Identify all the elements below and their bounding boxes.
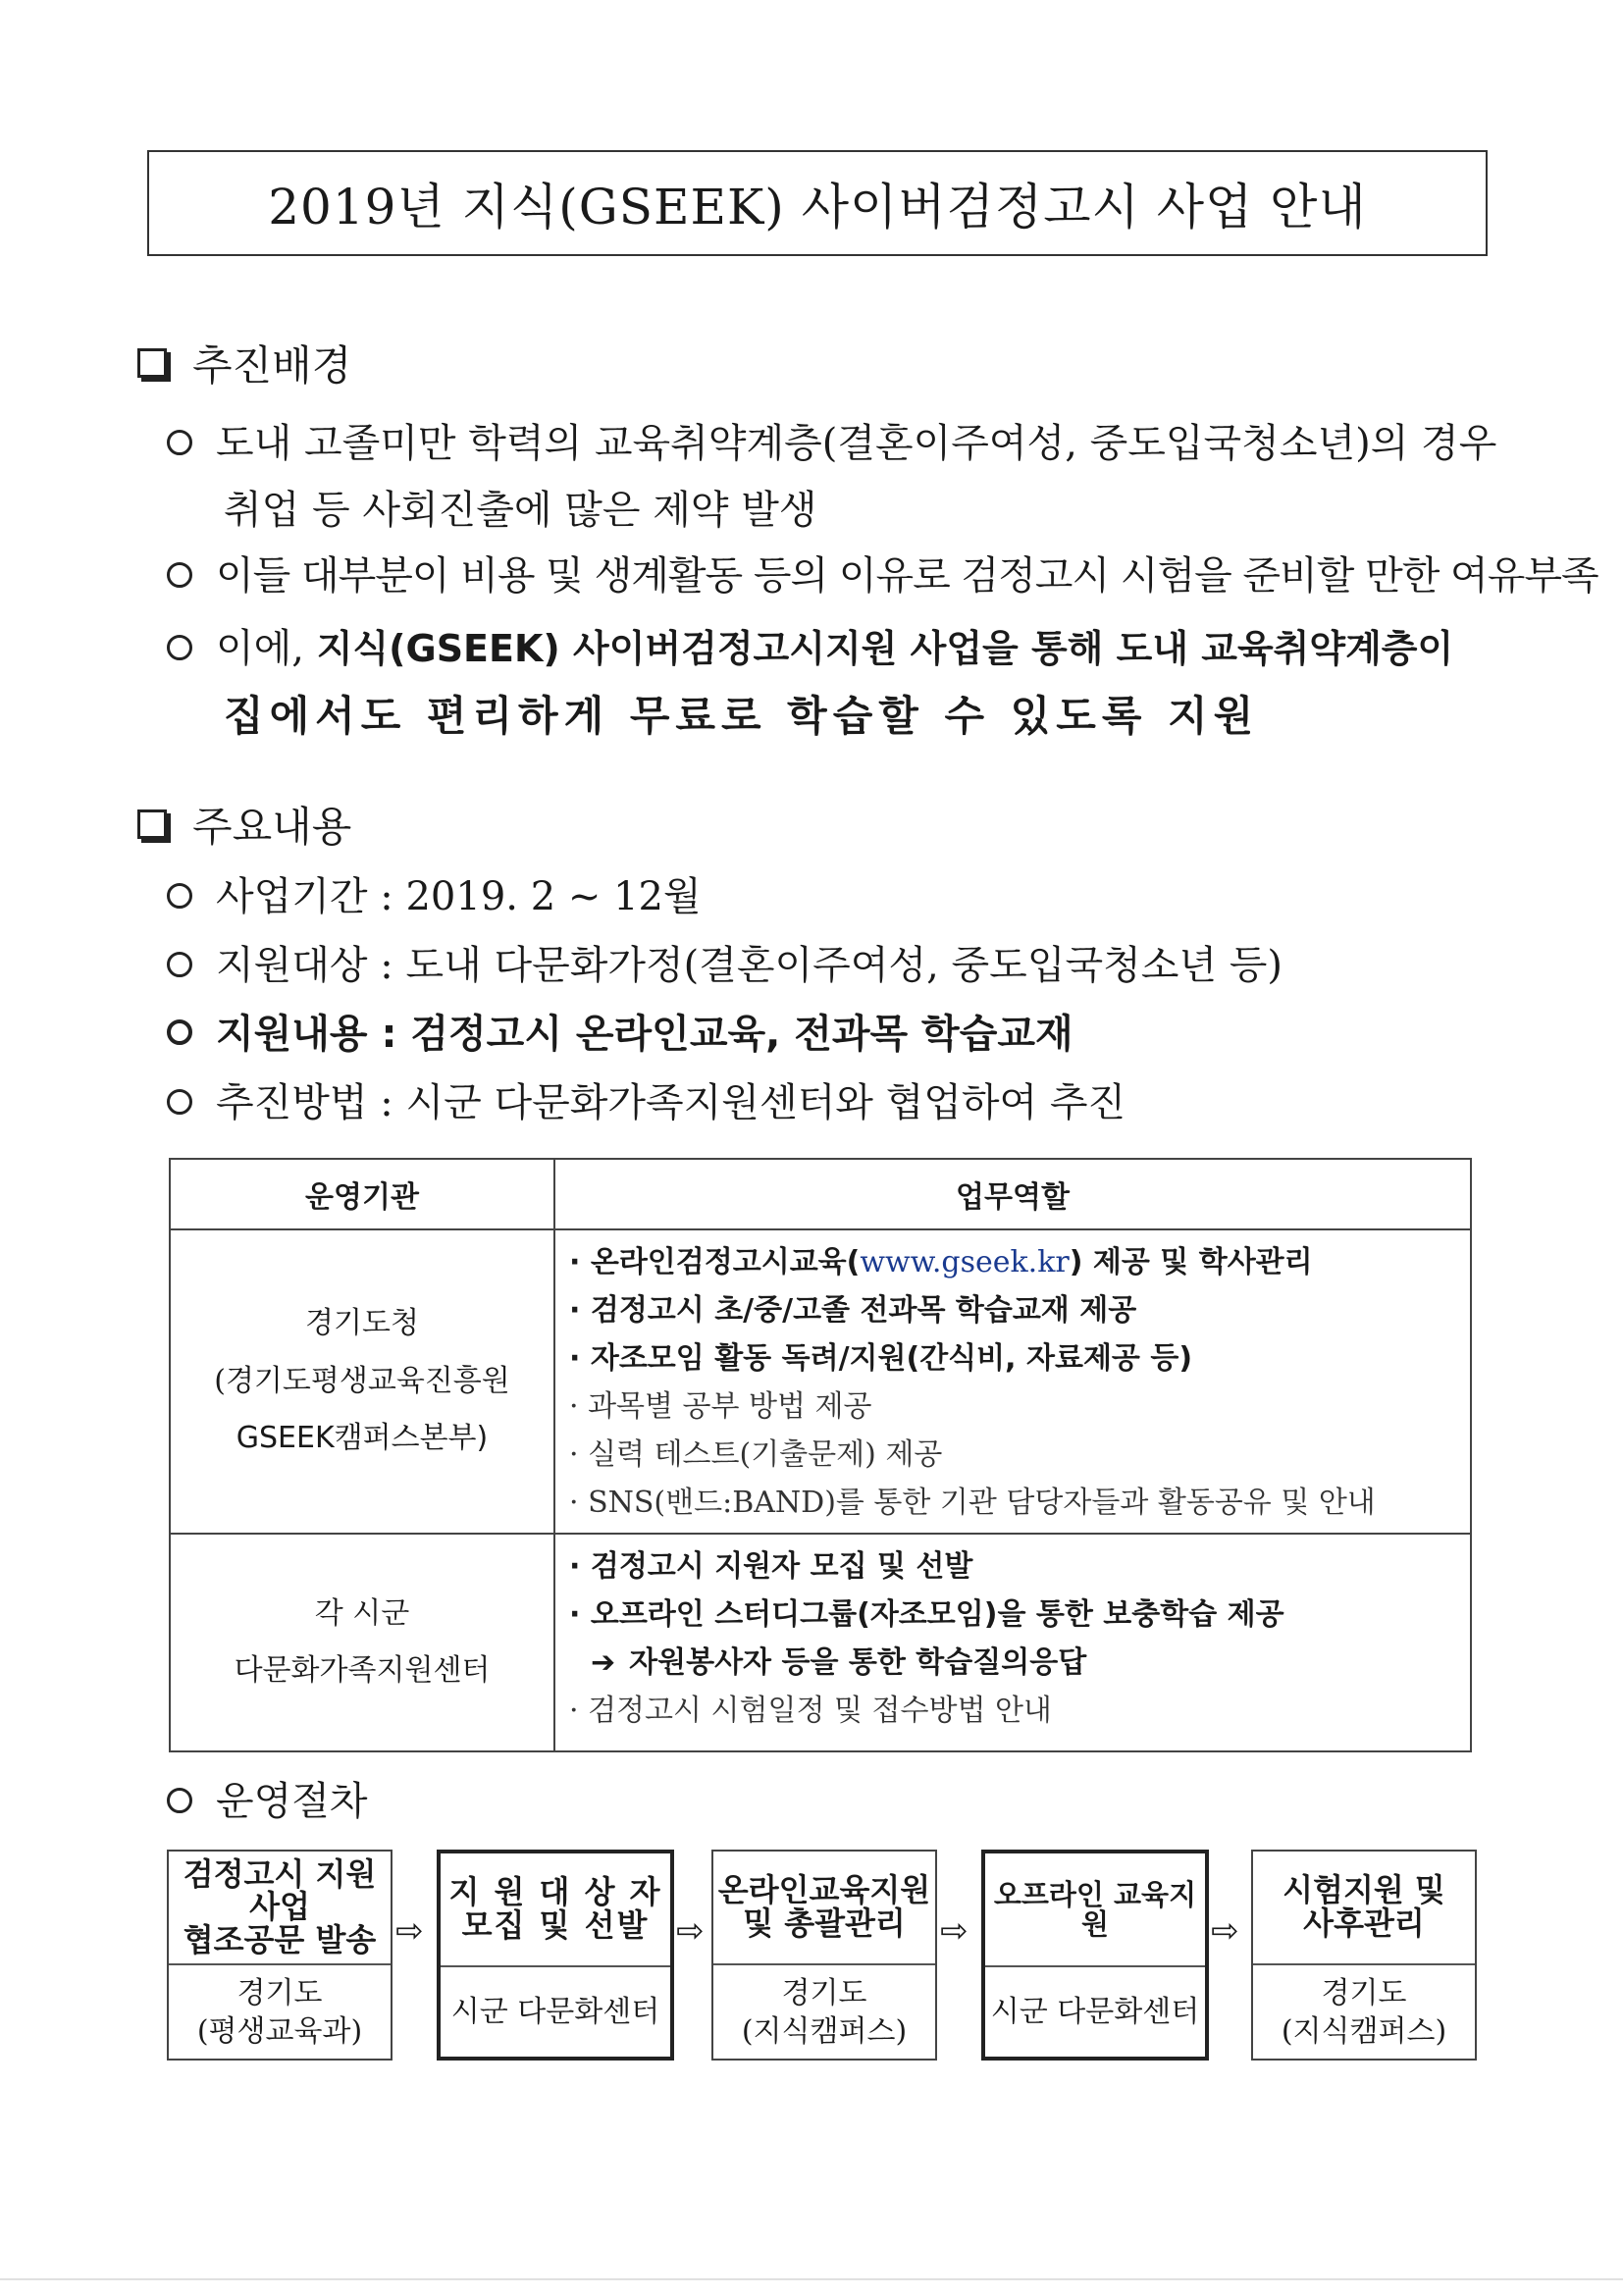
flow-step-agency: 시군 다문화센터 bbox=[450, 1995, 660, 2029]
flow-step bbox=[711, 1850, 937, 2061]
checkbox-square-icon bbox=[137, 348, 167, 378]
flow-step-agency: 시군 다문화센터 bbox=[990, 1995, 1200, 2029]
bullet-line: 도내 고졸미만 학력의 교육취약계층(결혼이주여성, 중도입국청소년)의 경우 bbox=[167, 420, 1496, 467]
flow-step-agency: 경기도 (지식캠퍼스) bbox=[1281, 1975, 1447, 2049]
circle-bullet-icon bbox=[167, 1019, 192, 1045]
procedure-label: 운영절차 bbox=[167, 1778, 368, 1825]
circle-bullet-icon bbox=[167, 562, 192, 588]
content-item: 사업기간 : 2019. 2 ~ 12월 bbox=[167, 873, 702, 920]
flow-step bbox=[1251, 1850, 1477, 2061]
content-item: 지원내용 : 검정고시 온라인교육, 전과목 학습교재 bbox=[167, 1011, 1073, 1058]
content-item: 지원대상 : 도내 다문화가정(결혼이주여성, 중도입국청소년 등) bbox=[167, 942, 1283, 989]
flow-step bbox=[981, 1850, 1209, 2061]
gseek-link[interactable]: www.gseek.kr bbox=[860, 1245, 1070, 1279]
flow-step bbox=[167, 1850, 393, 2061]
section-heading-main-content bbox=[137, 795, 351, 854]
role-item: · 검정고시 시험일정 및 접수방법 안내 bbox=[569, 1694, 1052, 1728]
table-row bbox=[170, 1534, 1471, 1751]
role-item: · 자조모임 활동 독려/지원(간식비, 자료제공 등) bbox=[569, 1341, 1193, 1376]
role-item: · 과목별 공부 방법 제공 bbox=[569, 1389, 872, 1424]
circle-bullet-icon bbox=[167, 883, 192, 909]
role-item: · 실력 테스트(기출문제) 제공 bbox=[569, 1437, 943, 1472]
circle-bullet-icon bbox=[167, 430, 192, 455]
flow-arrow-icon: ⇨ bbox=[1211, 1911, 1239, 1951]
bullet-line: 이들 대부분이 비용 및 생계활동 등의 이유로 검정고시 시험을 준비할 만한 여유부족 bbox=[167, 552, 1598, 600]
flow-step-task: 오프라인 교육지원 bbox=[985, 1853, 1205, 1967]
flow-arrow-icon: ⇨ bbox=[395, 1911, 424, 1951]
flow-arrow-icon: ⇨ bbox=[676, 1911, 705, 1951]
section-heading-background bbox=[137, 334, 351, 392]
flow-step-agency: 경기도 (평생교육과) bbox=[196, 1975, 363, 2049]
circle-bullet-icon bbox=[167, 1788, 192, 1813]
table-header-row bbox=[170, 1159, 1471, 1229]
role-item: · 온라인검정고시교육(www.gseek.kr) 제공 및 학사관리 bbox=[569, 1245, 1313, 1279]
role-item: · SNS(밴드:BAND)를 통한 기관 담당자들과 활동공유 및 안내 bbox=[569, 1486, 1376, 1520]
section-heading-text: 추진배경 bbox=[192, 341, 352, 390]
flow-step-task: 시험지원 및 사후관리 bbox=[1253, 1852, 1475, 1965]
roles-cell bbox=[554, 1534, 1471, 1751]
circle-bullet-icon bbox=[167, 952, 192, 977]
role-item: · 검정고시 초/중/고졸 전과목 학습교재 제공 bbox=[569, 1293, 1137, 1328]
role-item: ➔ 자원봉사자 등을 통한 학습질의응답 bbox=[591, 1645, 1087, 1680]
bullet-line-continuation: 취업 등 사회진출에 많은 제약 발생 bbox=[224, 488, 817, 533]
bullet-line-continuation: 집에서도 편리하게 무료로 학습할 수 있도록 지원 bbox=[224, 692, 1260, 740]
organization-cell: 경기도청 (경기도평생교육진흥원 GSEEK캠퍼스본부) bbox=[170, 1229, 554, 1534]
flow-step bbox=[437, 1850, 674, 2061]
table-header-cell: 운영기관 bbox=[170, 1159, 554, 1229]
arrow-right-icon: ➔ bbox=[591, 1645, 616, 1680]
flow-step-task: 검정고시 지원사업 협조공문 발송 bbox=[169, 1852, 391, 1965]
roles-cell bbox=[554, 1229, 1471, 1534]
role-item: · 검정고시 지원자 모집 및 선발 bbox=[569, 1549, 973, 1584]
page-bottom-divider bbox=[0, 2278, 1623, 2280]
roles-table bbox=[169, 1158, 1472, 1752]
table-row bbox=[170, 1229, 1471, 1534]
flow-step-agency: 경기도 (지식캠퍼스) bbox=[741, 1975, 908, 2049]
flow-step-task: 온라인교육지원 및 총괄관리 bbox=[713, 1852, 935, 1965]
section-heading-text: 주요내용 bbox=[192, 803, 352, 851]
checkbox-square-icon bbox=[137, 809, 167, 839]
circle-bullet-icon bbox=[167, 1089, 192, 1115]
bullet-line: 이에, 지식(GSEEK) 사이버검정고시지원 사업을 통해 도내 교육취약계층이 bbox=[167, 625, 1453, 672]
organization-cell: 각 시군 다문화가족지원센터 bbox=[170, 1534, 554, 1751]
content-item: 추진방법 : 시군 다문화가족지원센터와 협업하여 추진 bbox=[167, 1079, 1126, 1126]
role-item: · 오프라인 스터디그룹(자조모임)을 통한 보충학습 제공 bbox=[569, 1597, 1284, 1632]
flow-arrow-icon: ⇨ bbox=[940, 1911, 969, 1951]
page-title: 2019년 지식(GSEEK) 사이버검정고시 사업 안내 bbox=[147, 150, 1488, 256]
table-header-cell: 업무역할 bbox=[554, 1159, 1471, 1229]
flow-step-task: 지 원 대 상 자 모집 및 선발 bbox=[441, 1853, 670, 1967]
circle-bullet-icon bbox=[167, 635, 192, 660]
